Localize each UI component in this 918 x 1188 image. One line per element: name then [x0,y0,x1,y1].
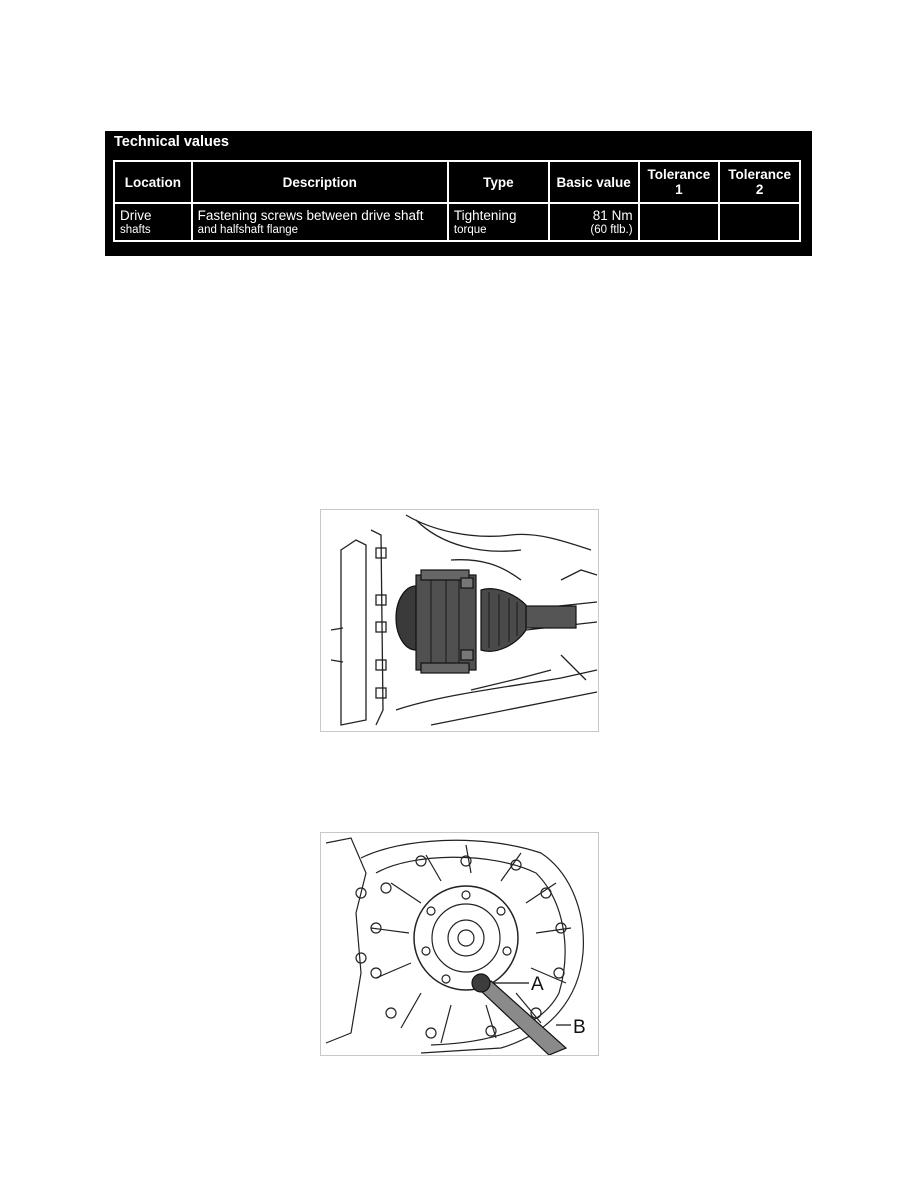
header-type: Type [448,161,549,203]
description-sub: and halfshaft flange [197,224,299,236]
screw-icon [472,974,490,992]
table-row [114,203,800,241]
header-tolerance-2: Tolerance 2 [719,161,800,203]
cell-type [448,203,549,241]
shaft-bar [526,606,576,628]
header-description: Description [192,161,448,203]
location-main: Drive [120,208,152,223]
callout-b-label: B [573,1017,586,1038]
callout-a-label: A [531,974,544,995]
housing-outline [341,540,366,725]
header-location: Location [114,161,192,203]
table-header-row [114,161,800,203]
header-tolerance-1: Tolerance 1 [639,161,720,203]
technical-values-table [113,160,801,242]
basic-value-main: 81 Nm [592,208,633,223]
cell-tolerance-2 [719,203,800,241]
cell-tolerance-1 [639,203,720,241]
cell-basic-value [549,203,639,241]
type-sub: torque [453,224,487,236]
technical-values-box [105,131,812,256]
cell-location [114,203,192,241]
basic-value-sub: (60 ftlb.) [590,224,633,236]
drive-shaft-drawing [321,510,598,731]
type-main: Tightening [453,208,517,223]
description-main: Fastening screws between drive shaft [197,208,424,223]
technical-values-title: Technical values [114,134,229,150]
header-basic-value: Basic value [549,161,639,203]
location-sub: shafts [120,224,151,236]
halfshaft-flange-illustration [320,832,599,1056]
housing-left [326,838,366,1043]
flange-drawing [321,833,598,1055]
drive-shaft-illustration [320,509,599,732]
flange-outer [414,886,518,990]
cv-boot [481,589,526,652]
cell-description [192,203,448,241]
